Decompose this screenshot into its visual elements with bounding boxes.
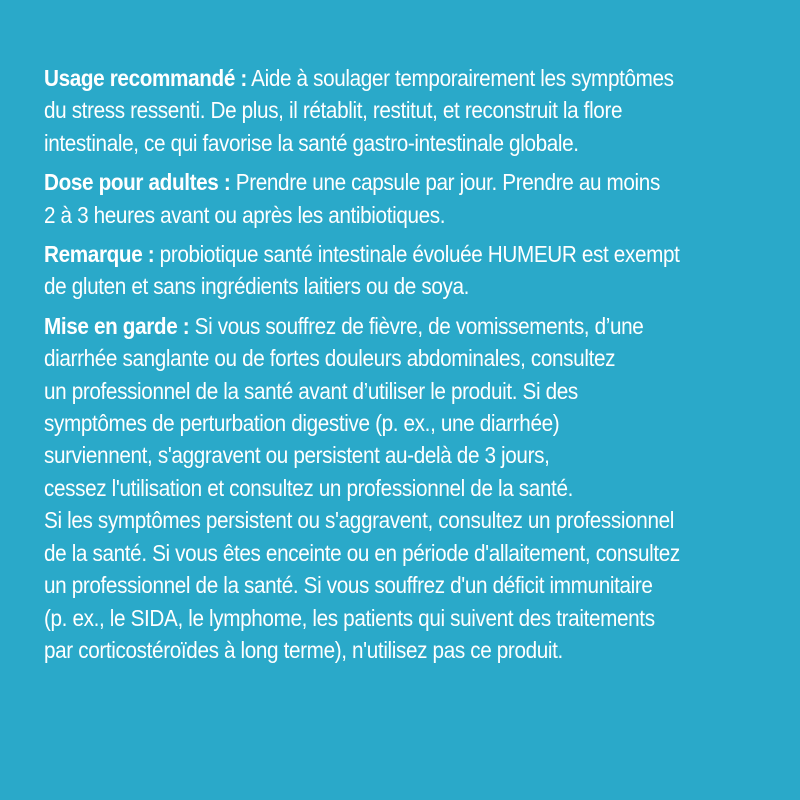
dose-label: Dose pour adultes : [44, 169, 231, 196]
remark-line-1 [44, 238, 697, 270]
remark-section [44, 238, 770, 303]
warning-line-8: de la santé. Si vous êtes enceinte ou en période d'allaitement, consultez [44, 539, 680, 566]
warning-line-11: par corticostéroïdes à long terme), n'utilisez pas ce produit. [44, 636, 563, 663]
usage-line-3: intestinale, ce qui favorise la santé gastro-intestinale globale. [44, 129, 579, 156]
warning-text-1: Si vous souffrez de fièvre, de vomissements, d’une [189, 312, 644, 339]
dose-line-1 [44, 166, 697, 198]
usage-text-1: Aide à soulager temporairement les symptômes [246, 65, 674, 91]
usage-label: Usage recommandé : [44, 65, 247, 91]
dose-section [44, 166, 770, 231]
dose-text-1: Prendre une capsule par jour. Prendre au moins [230, 169, 660, 196]
warning-label: Mise en garde : [44, 312, 190, 339]
dose-line-2: 2 à 3 heures avant ou après les antibiotiques. [44, 201, 446, 228]
warning-line-3: un professionnel de la santé avant d’utiliser le produit. Si des [44, 377, 578, 404]
remark-label: Remarque : [44, 241, 155, 268]
remark-text-1: probiotique santé intestinale évoluée HUMEUR est exempt [154, 241, 680, 268]
usage-line-2: du stress ressenti. De plus, il rétablit, restitut, et reconstruit la flore [44, 97, 623, 124]
warning-line-2: diarrhée sanglante ou de fortes douleurs abdominales, consultez [44, 345, 616, 372]
warning-line-1 [44, 310, 697, 342]
warning-line-9: un professionnel de la santé. Si vous souffrez d'un déficit immunitaire [44, 572, 653, 599]
warning-line-7: Si les symptômes persistent ou s'aggravent, consultez un professionnel [44, 507, 674, 534]
warning-section [44, 310, 770, 666]
warning-line-10: (p. ex., le SIDA, le lymphome, les patients qui suivent des traitements [44, 604, 655, 631]
remark-line-2: de gluten et sans ingrédients laitiers ou de soya. [44, 273, 470, 300]
warning-line-4: symptômes de perturbation digestive (p. ex., une diarrhée) [44, 410, 560, 437]
usage-section [44, 62, 770, 159]
warning-line-5: surviennent, s'aggravent ou persistent au-delà de 3 jours, [44, 442, 550, 469]
usage-line-1 [44, 62, 697, 94]
warning-line-6: cessez l'utilisation et consultez un professionnel de la santé. [44, 474, 574, 501]
